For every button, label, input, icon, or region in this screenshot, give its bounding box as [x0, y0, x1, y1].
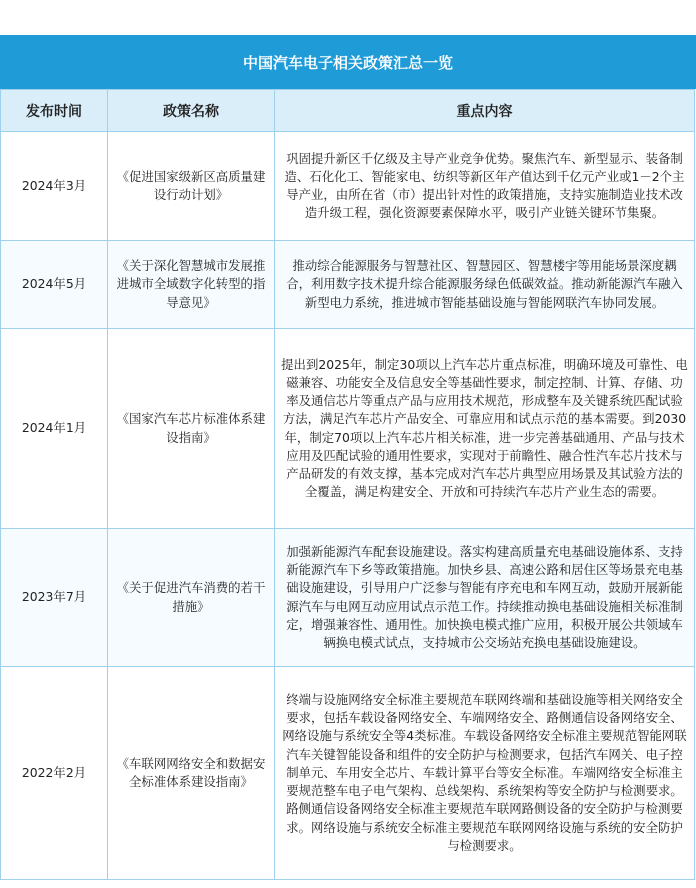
- row-content: 提出到2025年，制定30项以上汽车芯片重点标准，明确环境及可靠性、电磁兼容、功能安全及信息安全等基础性要求，制定控制、计算、存储、功率及通信芯片等重点产品与应用技术规范，形成整车及关键系统匹配试验方法，满足汽车芯片产品安全、可靠应用和试点示范的基本需要。到2030年，制定70项以上汽车芯片相关标准，进一步完善基础通用、产品与技术应用及匹配试验的通用性要求，实现对于前瞻性、融合性汽车芯片技术与产品研发的有效支撑，基本完成对汽车芯片典型应用场景及其试验方法的全覆盖，满足构建安全、开放和可持续汽车芯片产业生态的需要。: [275, 329, 695, 529]
- table-title: 中国汽车电子相关政策汇总一览: [0, 35, 696, 89]
- row-date: 2023年7月: [1, 529, 108, 667]
- row-policy: 《关于促进汽车消费的若干措施》: [108, 529, 275, 667]
- header-policy: 政策名称: [108, 90, 275, 132]
- row-content: 终端与设施网络安全标准主要规范车联网终端和基础设施等相关网络安全要求，包括车载设备网络安全、车端网络安全、路侧通信设备网络安全、网络设施与系统安全等4类标准。车载设备网络安全标准主要规范智能网联汽车关键智能设备和组件的安全防护与检测要求，包括汽车网关、电子控制单元、车用安全芯片、车载计算平台等安全标准。车端网络安全标准主要规范整车电子电气架构、总线架构、系统架构等安全防护与检测要求。路侧通信设备网络安全标准主要规范车联网路侧设备的安全防护与检测要求。网络设施与系统安全标准主要规范车联网网络设施与系统的安全防护与检测要求。: [275, 667, 695, 880]
- header-row: [1, 90, 695, 132]
- row-content: 加强新能源汽车配套设施建设。落实构建高质量充电基础设施体系、支持新能源汽车下乡等政策措施。加快乡县、高速公路和居住区等场景充电基础设施建设，引导用户广泛参与智能有序充电和车网互动，鼓励开展新能源汽车与电网互动应用试点示范工作。持续推动换电基础设施相关标准制定，增强兼容性、通用性。加快换电模式推广应用，积极开展公共领域车辆换电模式试点，支持城市公交场站充换电基础设施建设。: [275, 529, 695, 667]
- row-policy: 《国家汽车芯片标准体系建设指南》: [108, 329, 275, 529]
- row-content: 巩固提升新区千亿级及主导产业竞争优势。聚焦汽车、新型显示、装备制造、石化化工、智能家电、纺织等新区年产值达到千亿元产业或1－2个主导产业，由所在省（市）提出针对性的政策措施，支持实施制造业技术改造升级工程，强化资源要素保障水平，吸引产业链关键环节集聚。: [275, 132, 695, 241]
- row-policy: 《车联网网络安全和数据安全标准体系建设指南》: [108, 667, 275, 880]
- table-row: [1, 132, 695, 241]
- policy-table: [0, 89, 695, 880]
- row-date: 2024年1月: [1, 329, 108, 529]
- row-date: 2024年3月: [1, 132, 108, 241]
- row-content: 推动综合能源服务与智慧社区、智慧园区、智慧楼宇等用能场景深度耦合，利用数字技术提升综合能源服务绿色低碳效益。推动新能源汽车融入新型电力系统，推进城市智能基础设施与智能网联汽车协同发展。: [275, 241, 695, 329]
- table-row: [1, 241, 695, 329]
- table-row: [1, 667, 695, 880]
- header-date: 发布时间: [1, 90, 108, 132]
- row-date: 2022年2月: [1, 667, 108, 880]
- header-content: 重点内容: [275, 90, 695, 132]
- row-date: 2024年5月: [1, 241, 108, 329]
- table-row: [1, 529, 695, 667]
- row-policy: 《促进国家级新区高质量建设行动计划》: [108, 132, 275, 241]
- table-row: [1, 329, 695, 529]
- row-policy: 《关于深化智慧城市发展推进城市全域数字化转型的指导意见》: [108, 241, 275, 329]
